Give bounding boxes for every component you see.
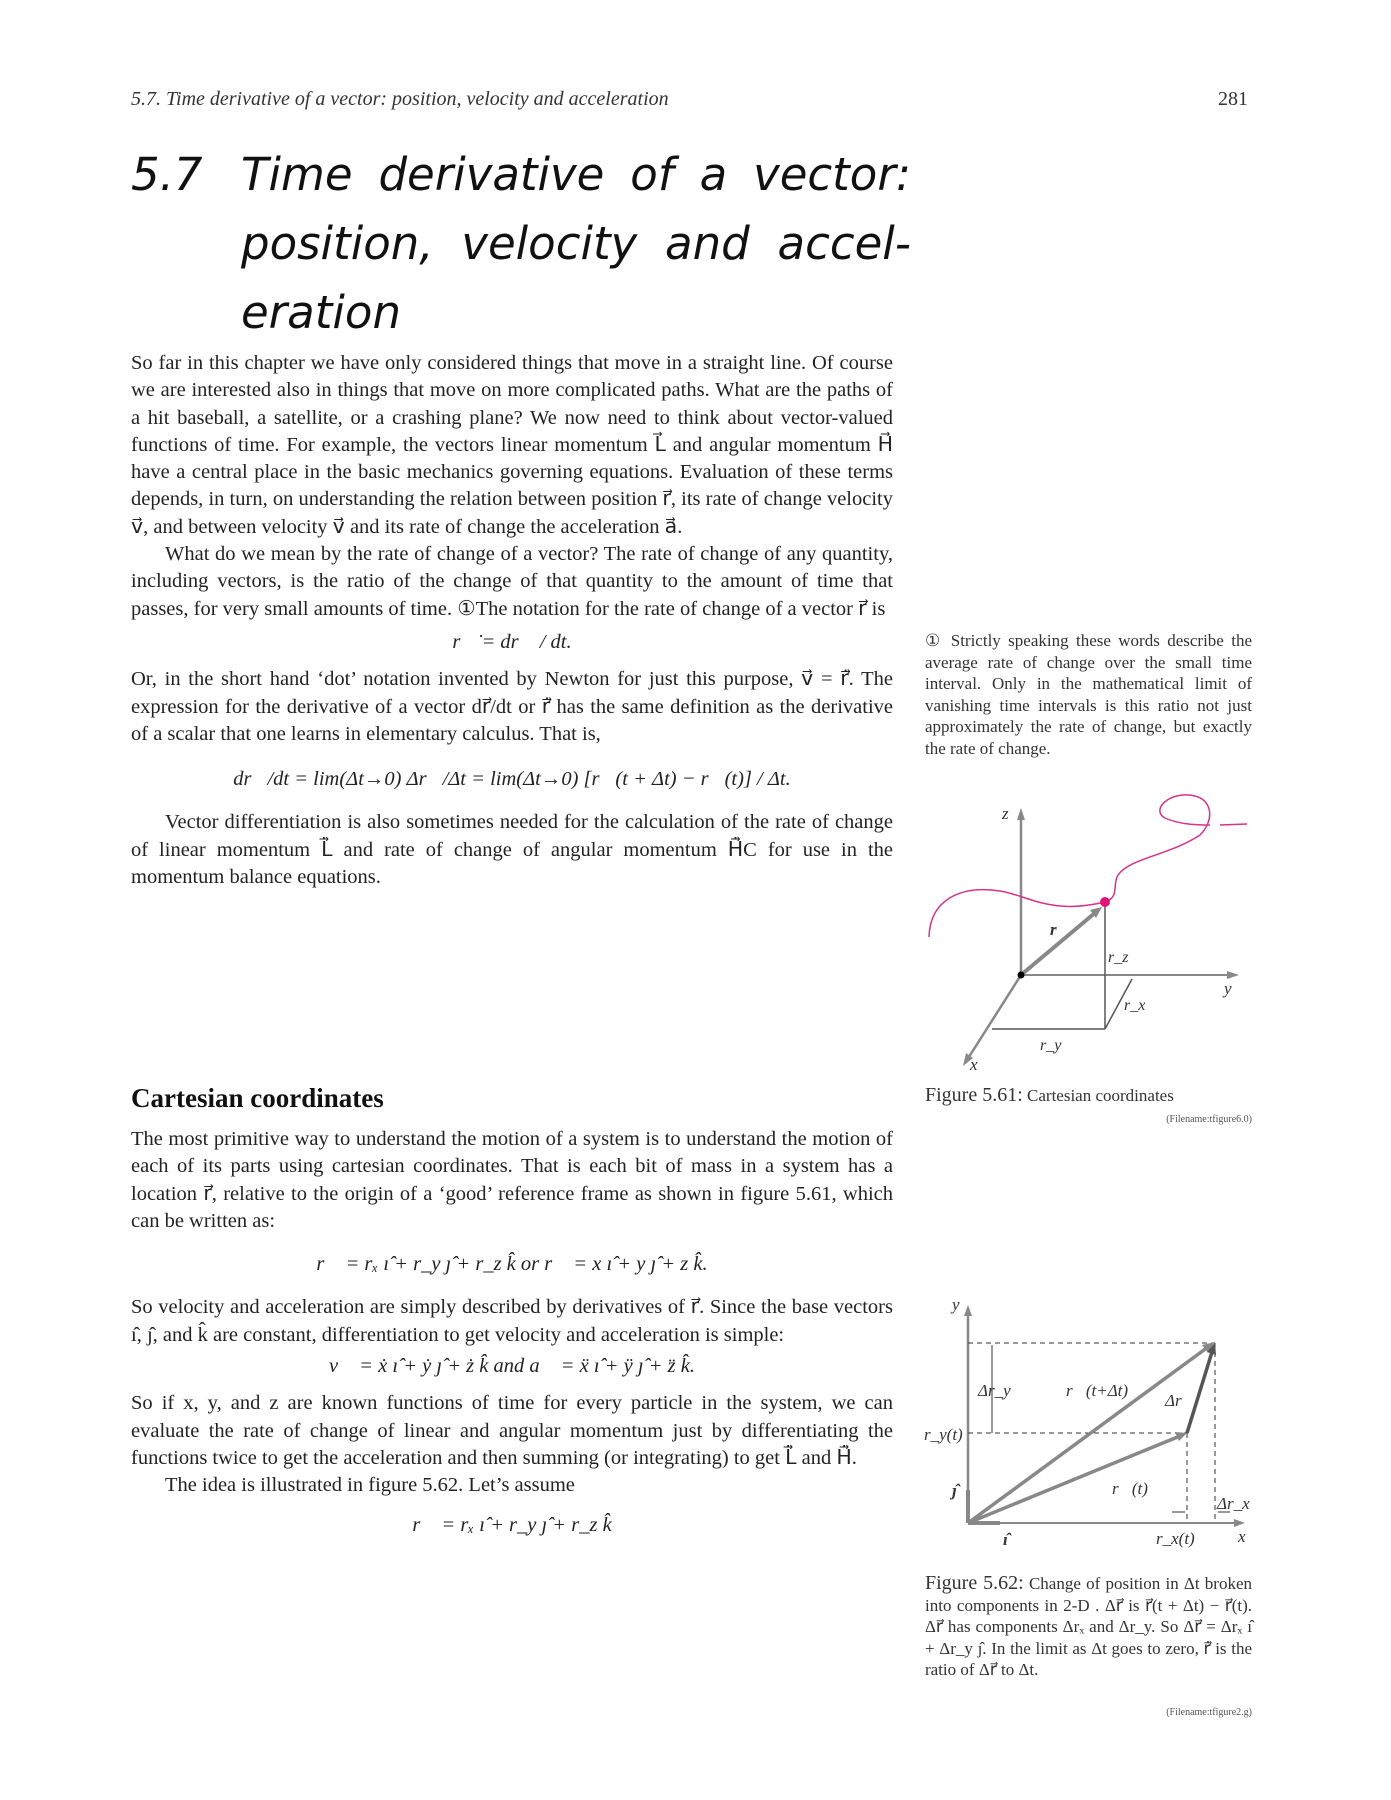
label-rz: r_z <box>1108 949 1129 966</box>
paragraph: So if x, y, and z are known functions of time for every particle in the system, we can evaluate the rate of change of linear and angular momentum just by differentiating the functions twice to get the acceleration and then summing (or integrating) to get L⃗̇ and H⃗̇. <box>131 1392 893 1469</box>
equation: dr⃗/dt = lim(Δt→0) Δr⃗/Δt = lim(Δt→0) [r⃗(t + Δt) − r⃗(t)] / Δt. <box>233 768 791 791</box>
figure-5-62 <box>900 1295 1391 1550</box>
label-z: z <box>1002 804 1009 823</box>
label-rx: r_x <box>1124 997 1146 1014</box>
label-ry: r_y <box>1040 1037 1062 1054</box>
label-rx-t: r_x(t) <box>1156 1529 1195 1548</box>
sidenote: ① Strictly speaking these words describe the average rate of change over the small time interval. Only in the mathematical limit of vanishing time intervals is this ratio not just approximately the rate of change, but exactly the rate of change. <box>925 631 1252 758</box>
equation: r⃗ = rₓ ı̂ + r_y ȷ̂ + r_z k̂ or r⃗ = x ı̂ + y ȷ̂ + z k̂. <box>316 1253 708 1276</box>
origin-dot <box>1018 972 1025 979</box>
caption-text: Change of position in Δt broken into components in 2-D . Δr⃗ is r⃗(t + Δt) − r⃗(t). Δr⃗ has components Δrₓ and Δr_y. So Δr⃗ = Δrₓ ı̂ + Δr_y ȷ̂. In the limit as Δt goes to zero, r⃗̇ is the ratio of Δr⃗ to Δt. <box>925 1574 1253 1679</box>
label-r-t-dt: r⃗(t+Δt) <box>1066 1381 1129 1400</box>
paragraph: Or, in the short hand ‘dot’ notation invented by Newton for just this purpose, v⃗ = r⃗̇. The expression for the derivative of a vector dr⃗/dt or r⃗̇ has the same definition as the derivative of a scalar that one learns in elementary calculus. That is, <box>131 668 893 745</box>
label-x: x <box>970 1055 978 1074</box>
equation: v⃗ = ẋ ı̂ + ẏ ȷ̂ + ż k̂ and a⃗ = ẍ ı̂ + ÿ ȷ̂ + z̈ k̂. <box>329 1355 695 1378</box>
caption-text: Cartesian coordinates <box>1027 1086 1174 1105</box>
figure-filename: (Filename:tfigure6.0) <box>1166 1114 1252 1125</box>
particle-path <box>929 795 1247 937</box>
figure-5-62-caption <box>925 1573 1252 1681</box>
section-title-text: Time derivative of a vector: position, velocity and accel-eration <box>241 148 911 339</box>
subsection-heading: Cartesian coordinates <box>131 1083 384 1113</box>
running-header: 5.7. Time derivative of a vector: position, velocity and acceleration <box>131 88 669 110</box>
label-i-hat: ı̂ <box>1003 1530 1008 1549</box>
page-number: 281 <box>1218 88 1248 110</box>
label-y: y <box>1224 979 1232 998</box>
label-delta-ry: Δr_y <box>978 1381 1011 1400</box>
label-delta-r: Δr⃗ <box>1165 1391 1195 1410</box>
label-y: y <box>952 1295 960 1314</box>
particle-dot <box>1100 897 1110 907</box>
label-ry-t: r_y(t) <box>924 1425 963 1444</box>
label-j-hat: ȷ̂ <box>952 1481 957 1500</box>
paragraph: Vector differentiation is also sometimes needed for the calculation of the rate of change of linear momentum L⃗̇ and rate of change of angular momentum H⃗̇C for use in the momentum balance equations. <box>131 811 893 889</box>
cartesian-text <box>131 1126 893 1551</box>
figure-5-61 <box>900 770 1391 1190</box>
paragraph: So velocity and acceleration are simply described by derivatives of r⃗. Since the base vectors ı̂, ȷ̂, and k̂ are constant, differentiation to get velocity and acceleration is simple: <box>131 1296 893 1346</box>
paragraph: The most primitive way to understand the motion of a system is to understand the motion of each of its parts using cartesian coordinates. That is each bit of mass in a system has a location r⃗, relative to the origin of a ‘good’ reference frame as shown in figure 5.61, which can be written as: <box>131 1128 893 1232</box>
paragraph: So far in this chapter we have only considered things that move in a straight line. Of course we are interested also in things that move on more complicated paths. What are the paths of a hit baseball, a satellite, or a crashing plane? We now need to think about vector-valued functions of time. For example, the vectors linear momentum L⃗ and angular momentum H⃗ have a central place in the basic mechanics governing equations. Evaluation of these terms depends, in turn, on understanding the relation between position r⃗, its rate of change velocity v⃗, and between velocity v⃗ and its rate of change the acceleration a⃗. <box>131 352 893 538</box>
label-r-t: r⃗(t) <box>1112 1479 1148 1498</box>
intro-text <box>131 350 893 891</box>
figure-5-61-caption <box>925 1085 1252 1107</box>
paragraph: What do we mean by the rate of change of a vector? The rate of change of any quantity, including vectors, is the ratio of the change of that quantity to the amount of time that passes, for very small amounts of time. ①The notation for the rate of change of a vector r⃗ is <box>131 543 893 620</box>
label-x: x <box>1238 1527 1246 1546</box>
label-r: r⃗ <box>1050 920 1070 939</box>
x-axis <box>967 975 1021 1060</box>
label-delta-rx: Δr_x <box>1217 1494 1250 1513</box>
paragraph: The idea is illustrated in figure 5.62. Let’s assume <box>165 1474 575 1497</box>
figure-label: Figure 5.62: <box>925 1572 1024 1594</box>
equation: r⃗̇ = dr⃗ / dt. <box>452 630 572 653</box>
section-number: 5.7 <box>131 148 203 201</box>
figure-label: Figure 5.61: <box>925 1084 1023 1106</box>
figure-filename: (Filename:tfigure2.g) <box>1166 1707 1252 1718</box>
equation: r⃗ = rₓ ı̂ + r_y ȷ̂ + r_z k̂ <box>412 1513 612 1536</box>
